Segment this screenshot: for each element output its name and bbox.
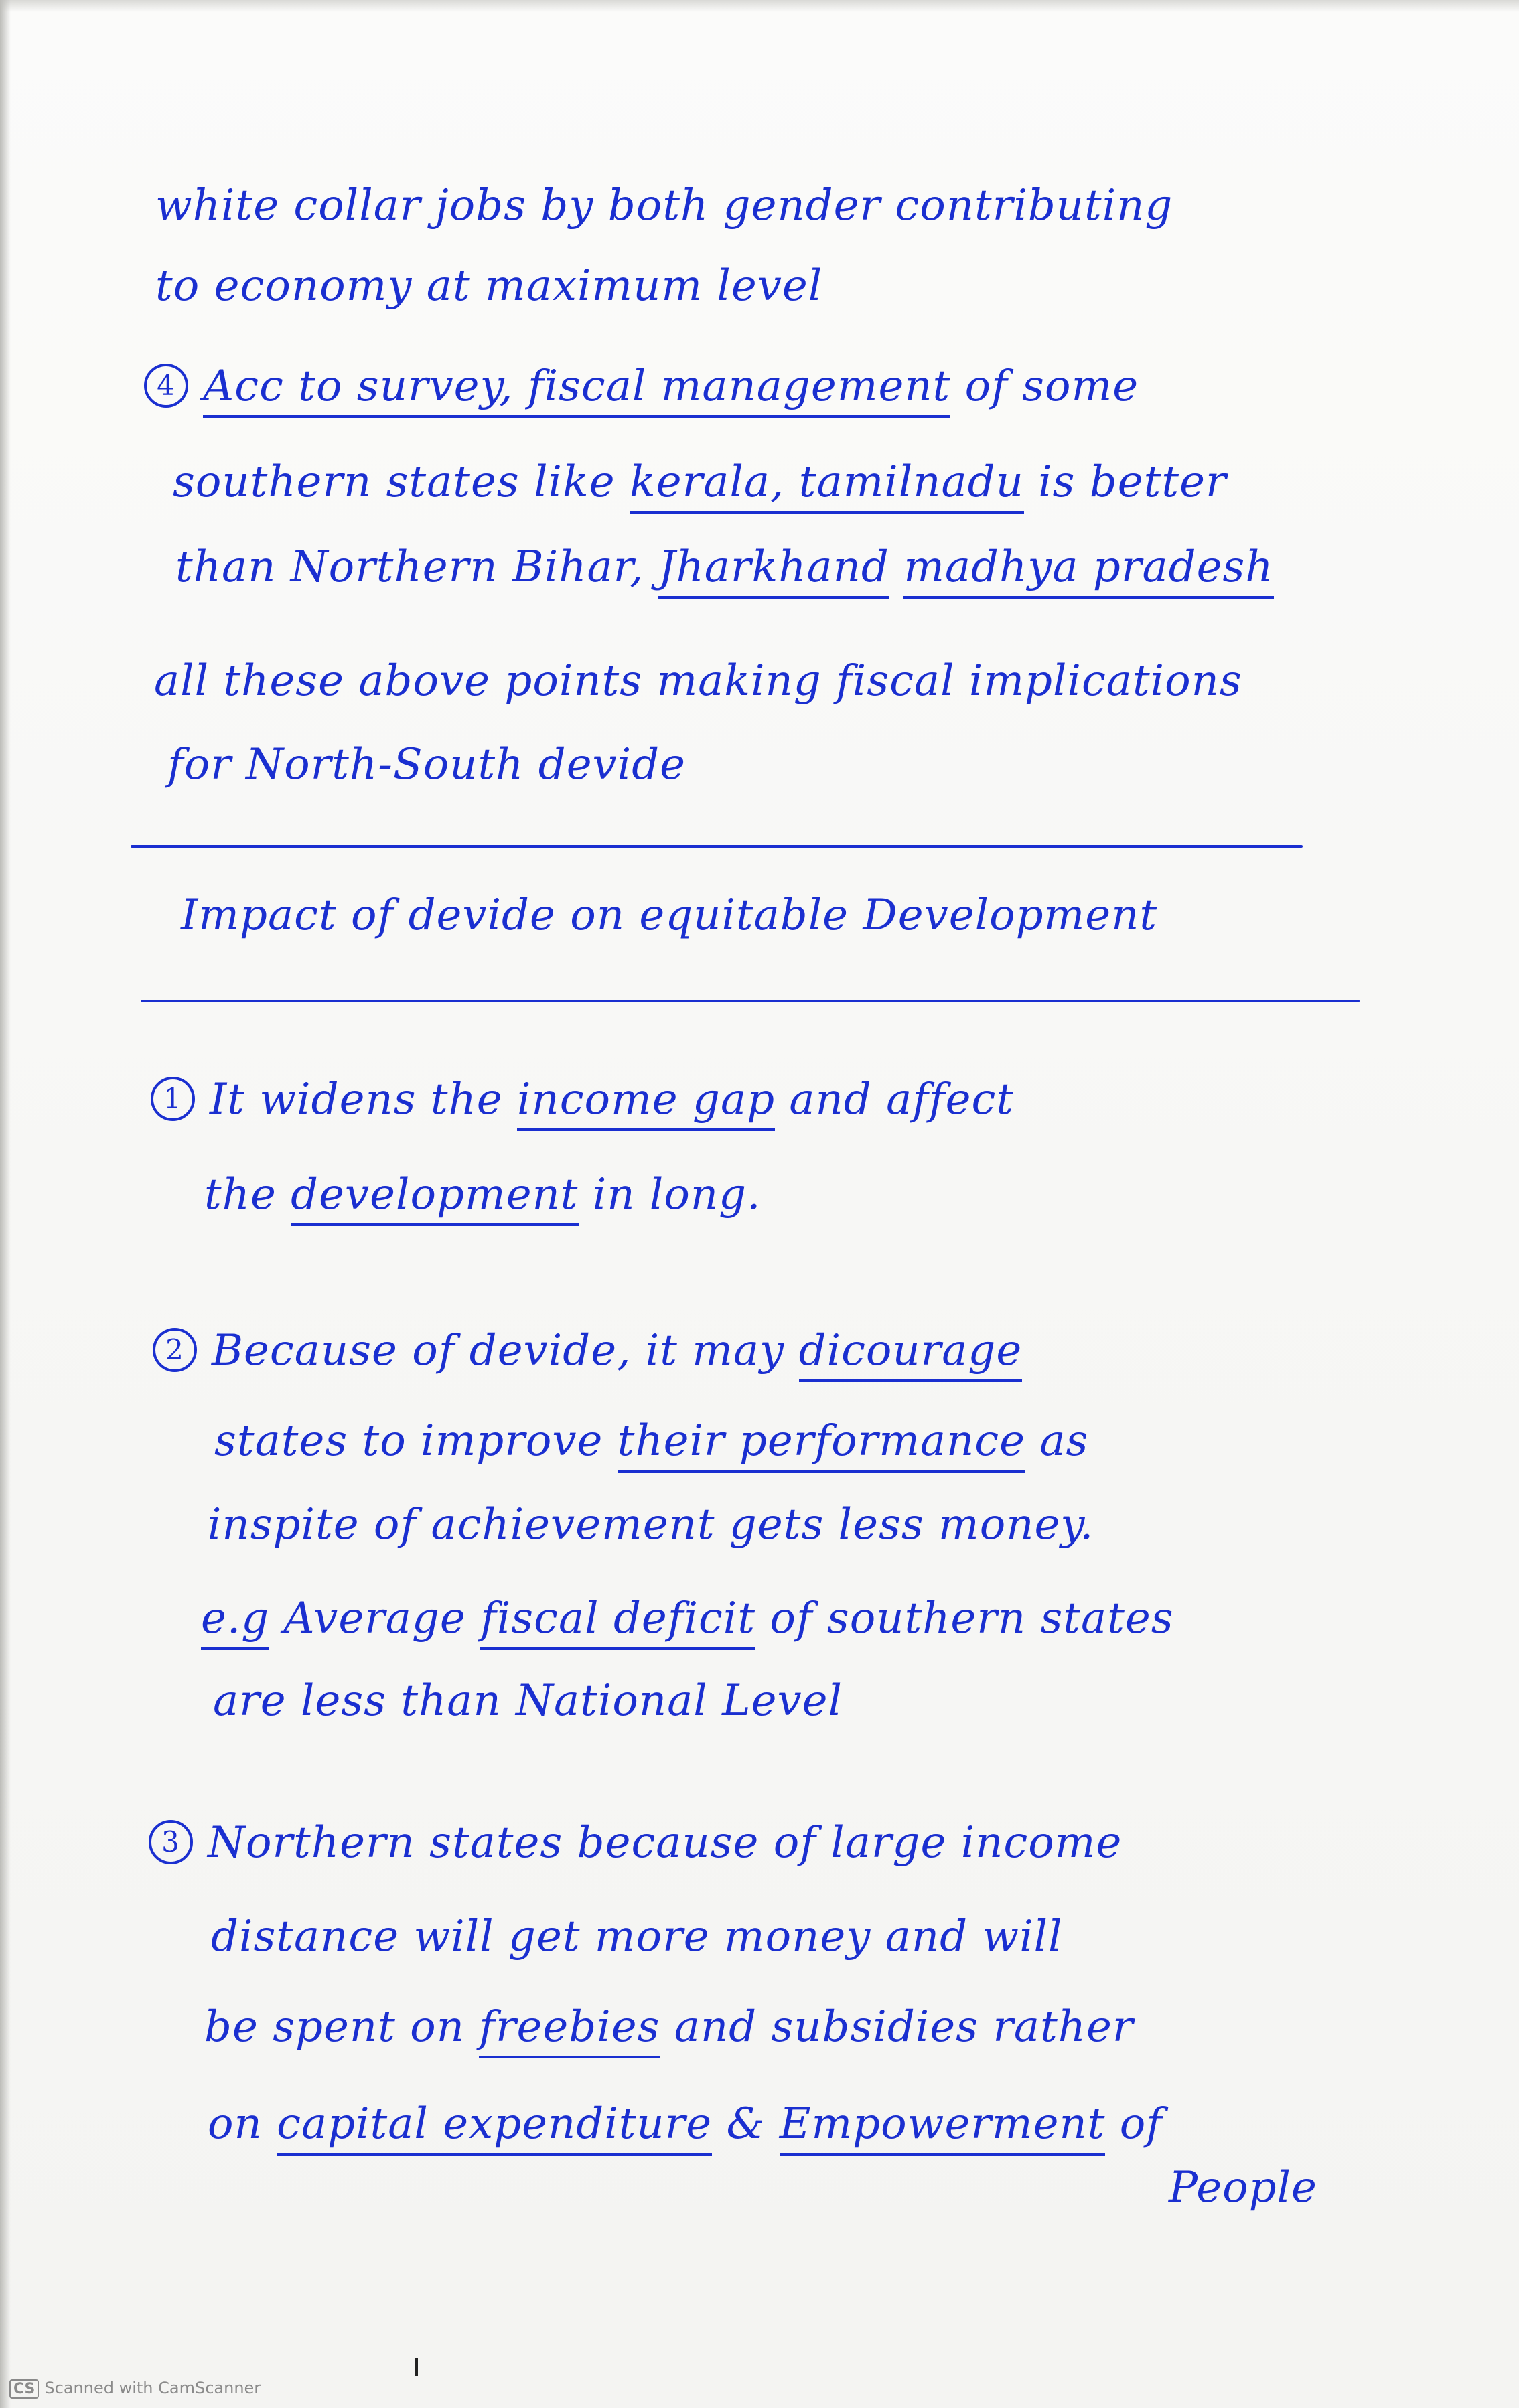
line-text: for North-South devide (167, 740, 686, 789)
point-1-line-2 (204, 1170, 762, 1219)
section-heading (181, 891, 1158, 940)
line-text: of southern states (755, 1594, 1174, 1643)
line-text: distance will get more money and will (211, 1912, 1063, 1961)
underlined-phrase: Jharkhand (658, 542, 889, 599)
line-text: People (1169, 2163, 1317, 2212)
line-text: the (204, 1170, 291, 1219)
point-number-1: 1 (151, 1077, 195, 1121)
line-text: Northern states because of large income (208, 1818, 1123, 1868)
line-text: Because of devide, it may (212, 1326, 799, 1375)
camscanner-logo: CS (9, 2379, 39, 2399)
underlined-phrase: their performance (618, 1416, 1025, 1473)
heading-rule-top (131, 845, 1303, 848)
page-left-edge (0, 0, 11, 2408)
scanner-footer (9, 2379, 261, 2399)
underlined-phrase: dicourage (799, 1326, 1023, 1382)
point-2-line-5 (213, 1676, 843, 1726)
note-line-4 (173, 457, 1227, 507)
note-line-1 (155, 181, 1173, 230)
underlined-phrase: kerala, tamilnadu (630, 457, 1024, 514)
underlined-phrase: development (291, 1170, 578, 1226)
point-2-line-1 (153, 1326, 1023, 1376)
point-2-line-3 (208, 1500, 1094, 1550)
note-line-7 (167, 740, 686, 789)
line-text: on (208, 2099, 277, 2149)
line-text: as (1025, 1416, 1089, 1466)
footer-text: Scanned with CamScanner (44, 2379, 261, 2397)
underlined-phrase: e.g (201, 1594, 269, 1650)
pen-mark (415, 2358, 418, 2376)
underlined-phrase: income gap (517, 1075, 775, 1131)
point-3-line-1 (149, 1818, 1123, 1868)
underlined-phrase: capital expenditure (277, 2099, 712, 2156)
line-text: & (712, 2099, 780, 2149)
underlined-phrase: fiscal deficit (480, 1594, 755, 1650)
point-3-line-4 (208, 2099, 1163, 2149)
note-line-2 (155, 261, 823, 311)
point-2-line-4 (201, 1594, 1174, 1643)
heading-rule-bottom (141, 1000, 1360, 1002)
line-text: of (1105, 2099, 1163, 2149)
line-text: than Northern Bihar, (175, 542, 658, 592)
line-text: to economy at maximum level (155, 261, 823, 311)
underlined-phrase: fiscal management (528, 362, 950, 418)
line-text (889, 542, 903, 592)
line-text: southern states like (173, 457, 630, 507)
line-text: are less than National Level (213, 1676, 843, 1726)
line-text: states to improve (214, 1416, 618, 1466)
heading-text: Impact of devide on equitable Development (181, 891, 1158, 940)
underlined-phrase: Acc to survey, (203, 362, 528, 418)
point-number-2: 2 (153, 1328, 197, 1372)
underlined-phrase: madhya pradesh (903, 542, 1273, 599)
page-top-edge (0, 0, 1519, 12)
point-1-line-1 (151, 1075, 1015, 1125)
point-number-4: 4 (144, 364, 188, 408)
line-text: all these above points making fiscal implications (154, 656, 1242, 706)
line-text: inspite of achievement gets less money. (208, 1500, 1094, 1550)
underlined-phrase: freebies (479, 2002, 660, 2058)
note-line-5 (175, 542, 1274, 592)
point-2-line-2 (214, 1416, 1089, 1466)
line-text: and subsidies rather (660, 2002, 1134, 2052)
line-text: in long. (578, 1170, 762, 1219)
line-text: Average (269, 1594, 481, 1643)
line-text: It widens the (210, 1075, 517, 1124)
underlined-phrase: Empowerment (780, 2099, 1106, 2156)
note-line-6 (154, 656, 1242, 706)
point-3-line-5 (1169, 2163, 1317, 2212)
line-text: be spent on (204, 2002, 480, 2052)
point-number-3: 3 (149, 1820, 193, 1864)
line-text: is better (1023, 457, 1227, 507)
note-line-3 (144, 362, 1139, 412)
point-3-line-2 (211, 1912, 1063, 1961)
line-text: of some (950, 362, 1139, 411)
line-text: and affect (775, 1075, 1015, 1124)
point-3-line-3 (204, 2002, 1134, 2052)
line-text: white collar jobs by both gender contributing (155, 181, 1173, 230)
